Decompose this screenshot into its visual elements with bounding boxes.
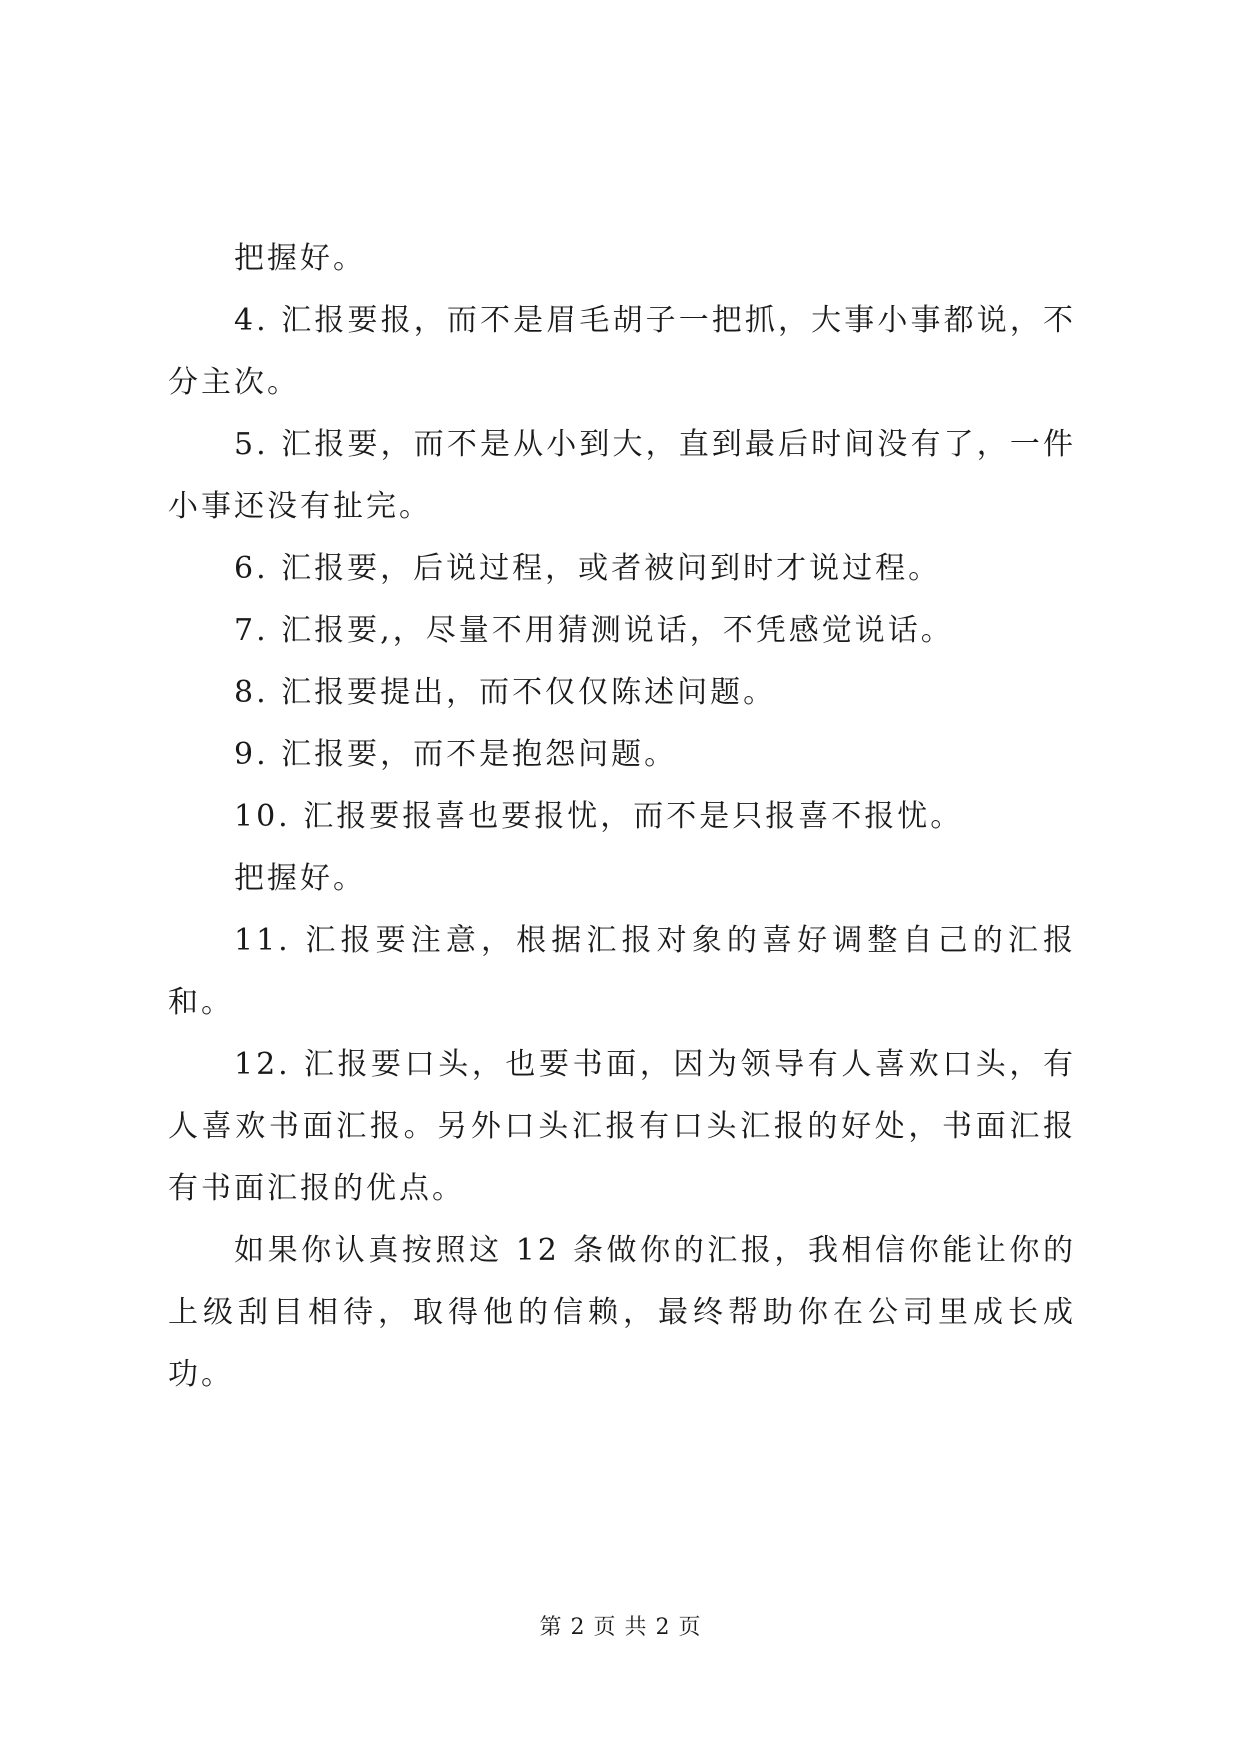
paragraph: 7. 汇报要,，尽量不用猜测说话，不凭感觉说话。	[234, 613, 954, 648]
paragraph: 6. 汇报要，后说过程，或者被问到时才说过程。	[234, 551, 942, 586]
paragraph: 11. 汇报要注意，根据汇报对象的喜好调整自己的汇报和。	[168, 923, 1076, 1020]
paragraph: 把握好。	[234, 241, 366, 276]
paragraph: 5. 汇报要，而不是从小到大，直到最后时间没有了，一件小事还没有扯完。	[168, 427, 1076, 524]
paragraph: 8. 汇报要提出，而不仅仅陈述问题。	[234, 675, 777, 710]
page-number-footer: 第 2 页 共 2 页	[539, 1615, 702, 1640]
paragraph: 12. 汇报要口头，也要书面，因为领导有人喜欢口头，有人喜欢书面汇报。另外口头汇报有口头汇报的好处，书面汇报有书面汇报的优点。	[168, 1047, 1076, 1206]
paragraph: 把握好。	[234, 861, 366, 896]
paragraph: 9. 汇报要，而不是抱怨问题。	[234, 737, 678, 772]
paragraph: 4. 汇报要报，而不是眉毛胡子一把抓，大事小事都说，不分主次。	[168, 303, 1076, 400]
paragraph: 10. 汇报要报喜也要报忧，而不是只报喜不报忧。	[234, 799, 964, 834]
body-text	[168, 228, 1076, 1406]
paragraph: 如果你认真按照这 12 条做你的汇报，我相信你能让你的上级刮目相待，取得他的信赖，最终帮助你在公司里成长成功。	[168, 1233, 1076, 1392]
